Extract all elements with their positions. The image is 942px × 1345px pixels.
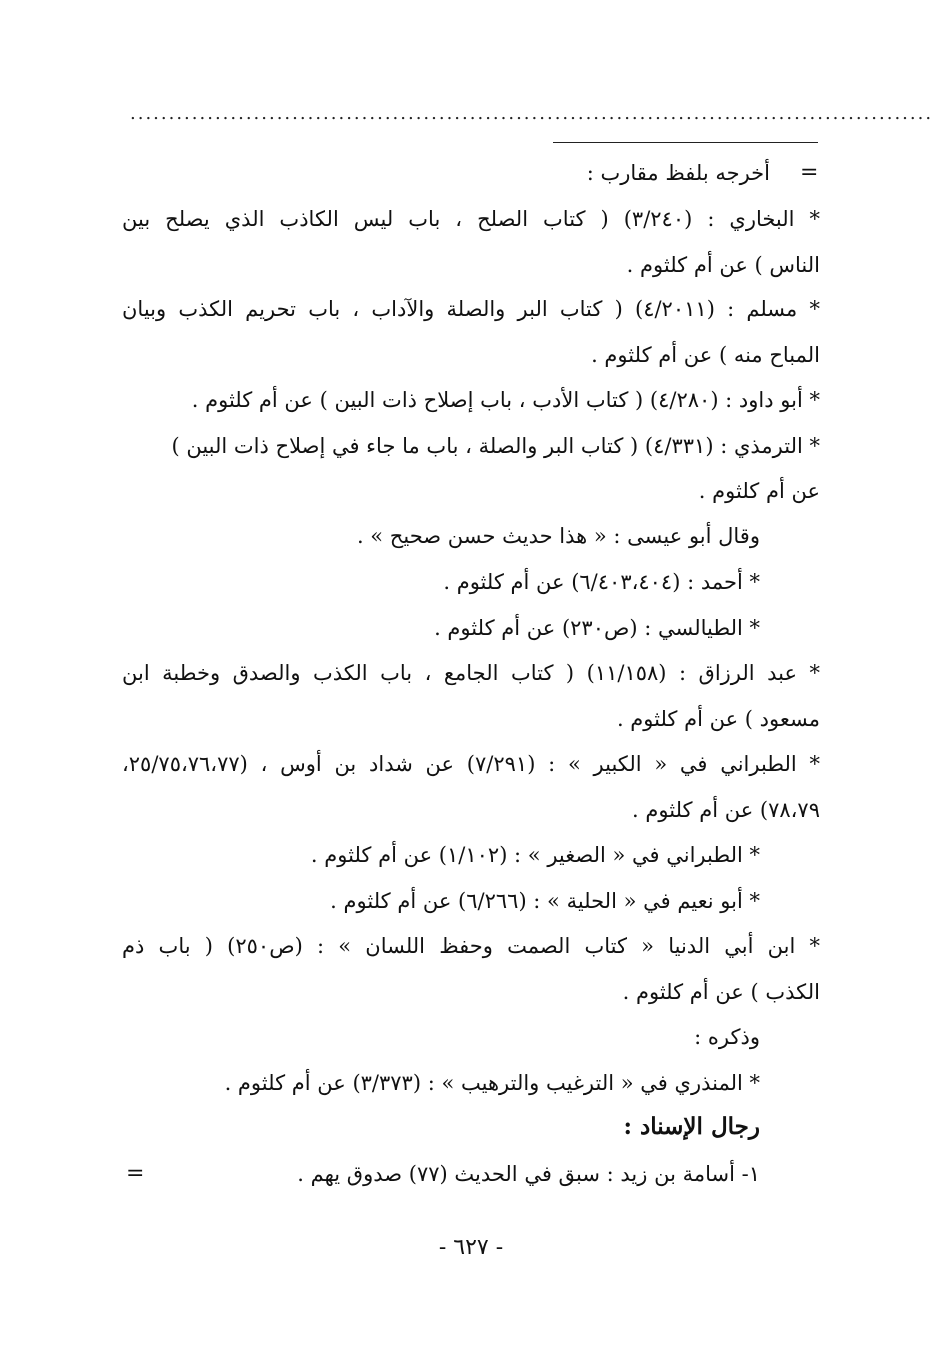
section-heading: رجال الإسناد : xyxy=(623,1113,760,1140)
text-line: * الترمذي : (٤/٣٣١) ( كتاب البر والصلة ، باب ما جاء في إصلاح ذات البين ) xyxy=(171,434,820,458)
text-line: عن أم كلثوم . xyxy=(698,479,820,503)
text-line: الكذب ) عن أم كلثوم . xyxy=(622,980,820,1004)
text-line: وذكره : xyxy=(694,1025,760,1049)
text-line: مسعود ) عن أم كلثوم . xyxy=(616,707,820,731)
text-line: * الطبراني في « الكبير » : (٧/٢٩١) عن شداد بن أوس ، (٢٥/٧٥،٧٦،٧٧، xyxy=(122,752,821,776)
text-line: * الطبراني في « الصغير » : (١/١٠٢) عن أم كلثوم . xyxy=(310,843,760,867)
text-line: * عبد الرزاق : (١١/١٥٨) ( كتاب الجامع ، باب الكذب والصدق وخطبة ابن xyxy=(122,661,820,685)
text-line: ٧٨،٧٩) عن أم كلثوم . xyxy=(632,798,820,822)
continuation-marker-top: = xyxy=(800,160,819,185)
text-line: * ابن أبي الدنيا « كتاب الصمت وحفظ اللسان » : (ص٢٥٠) ( باب ذم xyxy=(122,934,820,958)
footnote-rule xyxy=(553,142,818,143)
text-line: الناس ) عن أم كلثوم . xyxy=(626,253,820,277)
text-line: * أحمد : (٦/٤٠٣،٤٠٤) عن أم كلثوم . xyxy=(443,570,760,594)
text-line: * الطيالسي : (ص٢٣٠) عن أم كلثوم . xyxy=(434,616,760,640)
text-line: وقال أبو عيسى : « هذا حديث حسن صحيح » . xyxy=(356,524,760,548)
text-line: * مسلم : (٤/٢٠١١) ( كتاب البر والصلة والآداب ، باب تحريم الكذب وبيان xyxy=(122,297,820,321)
text-line: المباح منه ) عن أم كلثوم . xyxy=(591,343,820,367)
text-line: * أبو نعيم في « الحلية » : (٦/٢٦٦) عن أم كلثوم . xyxy=(330,889,760,913)
continuation-marker-bottom: = xyxy=(126,1161,145,1186)
text-line: * البخاري : (٣/٢٤٠) ( كتاب الصلح ، باب ليس الكاذب الذي يصلح بين xyxy=(122,207,820,231)
text-line: أخرجه بلفظ مقارب : xyxy=(586,161,770,185)
page-number: - ٦٢٧ - xyxy=(438,1235,504,1260)
separator-dots: ........................................................................................................ xyxy=(130,103,934,124)
text-line: * المنذري في « الترغيب والترهيب » : (٣/٣٧٣) عن أم كلثوم . xyxy=(224,1071,760,1095)
text-line: * أبو داود : (٤/٢٨٠) ( كتاب الأدب ، باب إصلاح ذات البين ) عن أم كلثوم . xyxy=(191,388,820,412)
text-line: ١- أسامة بن زيد : سبق في الحديث (٧٧) صدوق يهم . xyxy=(297,1162,760,1186)
